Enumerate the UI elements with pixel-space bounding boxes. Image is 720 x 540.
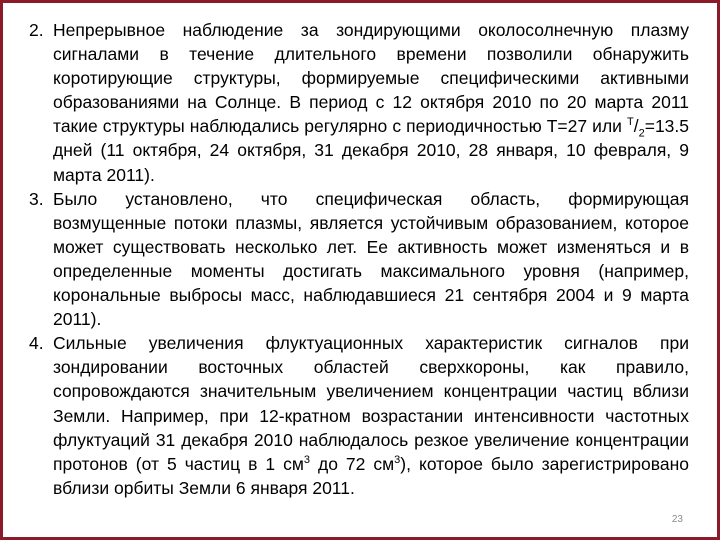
item-number: 2. bbox=[29, 20, 44, 40]
item-text-part-c: ), которое было зарегистрировано вблизи орбиты Земли 6 января 2011. bbox=[53, 453, 689, 498]
item-text-part-b: до 72 см bbox=[310, 453, 395, 474]
list-item bbox=[29, 331, 689, 500]
superscript-3: 3 bbox=[303, 453, 311, 466]
item-text-main: Непрерывное наблюдение за зондирующими околосолнечную плазму сигналами в течение длительного времени позволили обнаружить коротирующие структуры, формируемые специфическими активными образованиями на Солнце. В период с 12 октября 2010 по 20 марта 2011 такие структуры наблюдались регулярно с периодичностью T=27 или bbox=[53, 20, 689, 137]
formula-slash: / bbox=[633, 116, 639, 137]
item-text bbox=[53, 331, 689, 500]
item-text: Было установлено, что специфическая область, формирующая возмущенные потоки плазмы, является устойчивым образованием, которое может существовать несколько лет. Ее активность может изменяться и в определенные моменты достигать максимального уровня (например, корональные выбросы масс, наблюдавшиеся 21 сентября 2004 и 9 марта 2011). bbox=[53, 188, 689, 330]
page-number: 23 bbox=[671, 514, 683, 525]
list-item bbox=[29, 187, 689, 332]
superscript-3: 3 bbox=[394, 453, 401, 466]
item-number: 4. bbox=[29, 333, 44, 354]
item-text bbox=[53, 18, 689, 187]
numbered-list bbox=[29, 18, 689, 500]
formula-subscript-2: 2 bbox=[638, 127, 645, 140]
formula-superscript-t: T bbox=[626, 116, 634, 129]
item-text-part-a: Сильные увеличения флуктуационных характеристик сигналов при зондировании восточных областей сверхкороны, как правило, сопровождаются значительным увеличением концентрации частиц вблизи Земли. Например, при 12-кратном возрастании интенсивности частотных флуктуаций 31 декабря 2010 наблюдалось резкое увеличение концентрации протонов (от 5 частиц в 1 см bbox=[53, 333, 689, 474]
list-item bbox=[29, 18, 689, 187]
item-text-tail: =13.5 дней (11 октября, 24 октября, 31 декабря 2010, 28 января, 10 февраля, 9 марта 2011). bbox=[53, 116, 689, 185]
item-number: 3. bbox=[29, 188, 44, 209]
